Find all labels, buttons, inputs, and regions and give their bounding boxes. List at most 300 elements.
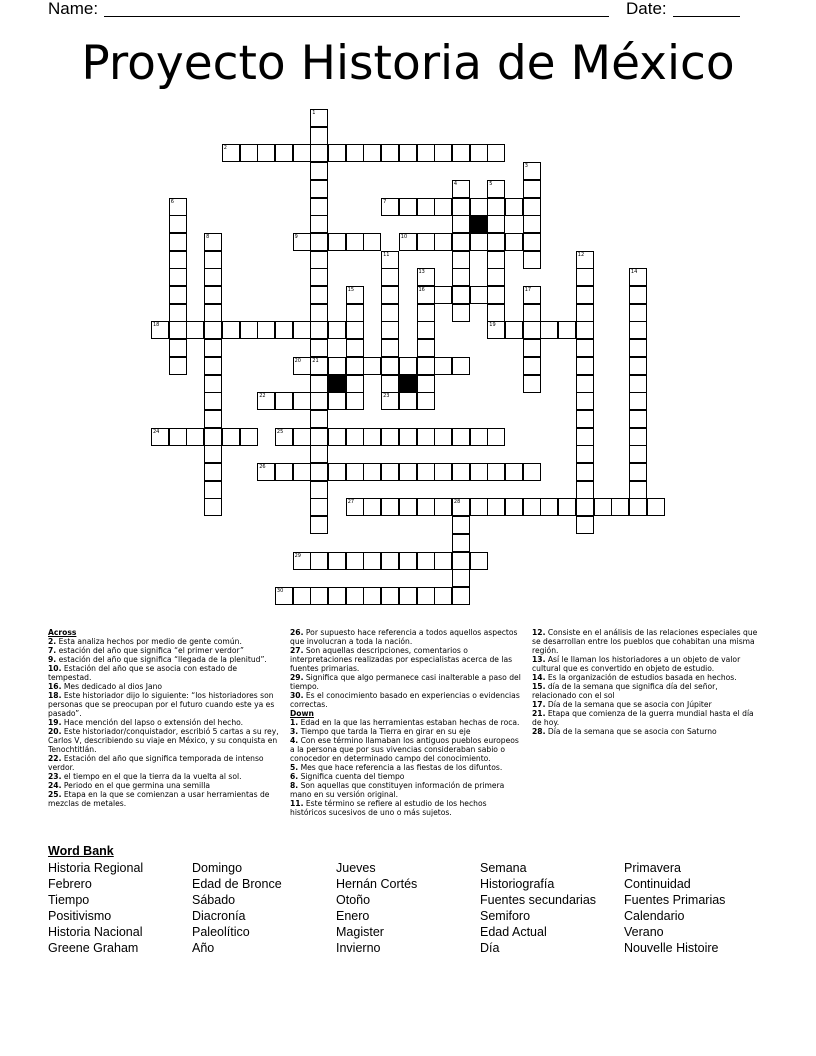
grid-cell[interactable] [381,198,399,216]
clue-item [532,700,764,709]
clue-number: 25. [48,790,62,799]
grid-cell[interactable] [169,304,187,322]
grid-cell[interactable] [576,339,594,357]
grid-cell[interactable] [523,339,541,357]
grid-cell[interactable] [328,587,346,605]
grid-cell[interactable] [363,357,381,375]
grid-cell[interactable] [204,392,222,410]
grid-cell[interactable] [452,357,470,375]
grid-cell[interactable] [576,410,594,428]
grid-cell[interactable] [310,251,328,269]
grid-cell[interactable] [293,321,311,339]
grid-cell[interactable] [310,445,328,463]
grid-cell[interactable] [417,304,435,322]
grid-cell[interactable] [505,233,523,251]
clue-text: Significa que algo permanece casi inalterable a paso del tiempo. [290,673,521,691]
grid-cell[interactable] [381,498,399,516]
grid-cell[interactable] [310,516,328,534]
grid-cell[interactable] [576,357,594,375]
grid-cell[interactable] [204,251,222,269]
clue-text: Estación del año que se asocia con estado de tempestad. [48,664,237,682]
grid-cell[interactable] [293,428,311,446]
black-square [328,375,346,393]
grid-cell[interactable] [576,516,594,534]
grid-cell[interactable] [381,286,399,304]
grid-cell[interactable] [363,233,381,251]
grid-cell[interactable] [310,304,328,322]
clue-item [290,736,522,763]
grid-cell[interactable] [151,428,169,446]
grid-cell[interactable] [417,286,435,304]
grid-cell[interactable] [576,304,594,322]
grid-cell[interactable] [576,268,594,286]
clue-text: día de la semana que significa día del señor, relacionado con el sol [532,682,718,700]
clue-number: 24 [153,428,160,435]
clues-column-3 [532,628,764,736]
grid-cell[interactable] [169,251,187,269]
grid-cell[interactable] [417,233,435,251]
grid-cell[interactable] [186,428,204,446]
grid-cell[interactable] [540,498,558,516]
grid-cell[interactable] [470,198,488,216]
clue-item [48,781,280,790]
grid-cell[interactable] [328,321,346,339]
grid-cell[interactable] [470,463,488,481]
grid-cell[interactable] [505,498,523,516]
grid-cell[interactable] [523,498,541,516]
grid-cell[interactable] [487,428,505,446]
grid-cell[interactable] [417,552,435,570]
grid-cell[interactable] [328,552,346,570]
grid-cell[interactable] [328,144,346,162]
grid-cell[interactable] [629,428,647,446]
clue-number: 18. [48,691,62,700]
grid-cell[interactable] [434,286,452,304]
grid-cell[interactable] [310,180,328,198]
grid-cell[interactable] [328,463,346,481]
grid-cell[interactable] [417,144,435,162]
grid-cell[interactable] [417,428,435,446]
grid-cell[interactable] [381,251,399,269]
grid-cell[interactable] [346,392,364,410]
grid-cell[interactable] [328,428,346,446]
grid-cell[interactable] [487,463,505,481]
grid-cell[interactable] [363,428,381,446]
grid-cell[interactable] [452,534,470,552]
clue-text: Significa cuenta del tiempo [298,772,405,781]
grid-cell[interactable] [399,392,417,410]
word-bank-item: Historia Regional [48,861,144,875]
clue-number: 11 [383,251,390,258]
grid-cell[interactable] [346,233,364,251]
grid-cell[interactable] [310,552,328,570]
grid-cell[interactable] [310,215,328,233]
grid-cell[interactable] [487,251,505,269]
grid-cell[interactable] [399,198,417,216]
grid-cell[interactable] [594,498,612,516]
grid-cell[interactable] [346,463,364,481]
clue-number: 19 [489,322,496,329]
grid-cell[interactable] [346,587,364,605]
grid-cell[interactable] [204,339,222,357]
grid-cell[interactable] [381,428,399,446]
grid-cell[interactable] [576,392,594,410]
grid-cell[interactable] [452,428,470,446]
grid-cell[interactable] [434,552,452,570]
grid-cell[interactable] [434,498,452,516]
grid-cell[interactable] [346,304,364,322]
grid-cell[interactable] [629,375,647,393]
grid-cell[interactable] [523,286,541,304]
grid-cell[interactable] [310,587,328,605]
grid-cell[interactable] [204,498,222,516]
grid-cell[interactable] [629,498,647,516]
grid-cell[interactable] [629,286,647,304]
grid-cell[interactable] [257,463,275,481]
grid-cell[interactable] [363,552,381,570]
grid-cell[interactable] [363,587,381,605]
grid-cell[interactable] [399,463,417,481]
grid-cell[interactable] [576,445,594,463]
clue-text: Este historiador/conquistador, escribió 5 cartas a su rey, Carlos V, describiendo su viaje en México, y su conquista en Tenochtitlán. [48,727,279,754]
grid-cell[interactable] [629,445,647,463]
grid-cell[interactable] [381,304,399,322]
grid-cell[interactable] [346,321,364,339]
grid-cell[interactable] [629,481,647,499]
grid-cell[interactable] [434,144,452,162]
grid-cell[interactable] [275,463,293,481]
grid-cell[interactable] [452,304,470,322]
grid-cell[interactable] [186,321,204,339]
grid-cell[interactable] [204,445,222,463]
grid-cell[interactable] [629,339,647,357]
grid-cell[interactable] [169,321,187,339]
grid-cell[interactable] [257,392,275,410]
grid-cell[interactable] [417,268,435,286]
clue-item [290,781,522,799]
grid-cell[interactable] [381,268,399,286]
name-field[interactable] [104,16,609,17]
grid-cell[interactable] [346,552,364,570]
grid-cell[interactable] [310,481,328,499]
grid-cell[interactable] [328,392,346,410]
grid-cell[interactable] [452,144,470,162]
grid-cell[interactable] [399,144,417,162]
clue-item [290,673,522,691]
grid-cell[interactable] [310,109,328,127]
grid-cell[interactable] [629,410,647,428]
grid-cell[interactable] [169,215,187,233]
grid-cell[interactable] [470,286,488,304]
grid-cell[interactable] [576,375,594,393]
grid-cell[interactable] [204,428,222,446]
grid-cell[interactable] [417,357,435,375]
grid-cell[interactable] [204,321,222,339]
grid-cell[interactable] [576,286,594,304]
grid-cell[interactable] [293,463,311,481]
grid-cell[interactable] [452,552,470,570]
grid-cell[interactable] [629,357,647,375]
grid-cell[interactable] [470,144,488,162]
grid-cell[interactable] [310,233,328,251]
clue-number: 17. [532,700,546,709]
grid-cell[interactable] [257,144,275,162]
grid-cell[interactable] [328,357,346,375]
clue-item [48,691,280,718]
grid-cell[interactable] [487,321,505,339]
grid-cell[interactable] [647,498,665,516]
word-bank-item: Jueves [336,861,376,875]
grid-cell[interactable] [346,144,364,162]
grid-cell[interactable] [310,127,328,145]
grid-cell[interactable] [381,144,399,162]
grid-cell[interactable] [487,198,505,216]
grid-cell[interactable] [452,587,470,605]
grid-cell[interactable] [487,144,505,162]
grid-cell[interactable] [523,304,541,322]
grid-cell[interactable] [434,233,452,251]
grid-cell[interactable] [293,233,311,251]
grid-cell[interactable] [204,268,222,286]
grid-cell[interactable] [257,321,275,339]
grid-cell[interactable] [523,251,541,269]
grid-cell[interactable] [293,587,311,605]
grid-cell[interactable] [452,233,470,251]
grid-cell[interactable] [558,321,576,339]
grid-cell[interactable] [310,498,328,516]
grid-cell[interactable] [434,198,452,216]
clue-number: 26. [290,628,304,637]
grid-cell[interactable] [417,321,435,339]
grid-cell[interactable] [293,144,311,162]
grid-cell[interactable] [222,144,240,162]
grid-cell[interactable] [222,321,240,339]
grid-cell[interactable] [523,180,541,198]
grid-cell[interactable] [434,463,452,481]
grid-cell[interactable] [487,233,505,251]
grid-cell[interactable] [417,498,435,516]
grid-cell[interactable] [523,162,541,180]
grid-cell[interactable] [328,233,346,251]
grid-cell[interactable] [346,428,364,446]
grid-cell[interactable] [452,498,470,516]
grid-cell[interactable] [310,339,328,357]
grid-cell[interactable] [346,286,364,304]
word-bank-item: Nouvelle Histoire [624,941,719,955]
grid-cell[interactable] [523,375,541,393]
grid-cell[interactable] [310,410,328,428]
grid-cell[interactable] [310,463,328,481]
word-bank-item: Historia Nacional [48,925,143,939]
grid-cell[interactable] [204,481,222,499]
grid-cell[interactable] [629,268,647,286]
grid-cell[interactable] [576,251,594,269]
clue-number: 2. [48,637,57,646]
grid-cell[interactable] [452,251,470,269]
grid-cell[interactable] [399,428,417,446]
grid-cell[interactable] [310,286,328,304]
grid-cell[interactable] [363,463,381,481]
clue-item [290,718,522,727]
grid-cell[interactable] [523,215,541,233]
grid-cell[interactable] [452,569,470,587]
grid-cell[interactable] [381,375,399,393]
grid-cell[interactable] [417,392,435,410]
grid-cell[interactable] [470,552,488,570]
grid-cell[interactable] [523,357,541,375]
grid-cell[interactable] [417,463,435,481]
grid-cell[interactable] [523,321,541,339]
grid-cell[interactable] [576,498,594,516]
grid-cell[interactable] [487,268,505,286]
grid-cell[interactable] [169,428,187,446]
grid-cell[interactable] [540,321,558,339]
grid-cell[interactable] [399,498,417,516]
grid-cell[interactable] [204,357,222,375]
grid-cell[interactable] [240,321,258,339]
grid-cell[interactable] [310,392,328,410]
grid-cell[interactable] [452,463,470,481]
grid-cell[interactable] [381,339,399,357]
grid-cell[interactable] [240,144,258,162]
grid-cell[interactable] [293,552,311,570]
grid-cell[interactable] [310,428,328,446]
grid-cell[interactable] [310,321,328,339]
grid-cell[interactable] [204,463,222,481]
grid-cell[interactable] [452,268,470,286]
grid-cell[interactable] [381,552,399,570]
word-bank-item: Tiempo [48,893,90,907]
grid-cell[interactable] [346,498,364,516]
header [48,0,768,20]
grid-cell[interactable] [310,198,328,216]
grid-cell[interactable] [558,498,576,516]
grid-cell[interactable] [169,268,187,286]
grid-cell[interactable] [487,180,505,198]
grid-cell[interactable] [576,463,594,481]
clue-number: 8 [206,233,210,240]
grid-cell[interactable] [222,428,240,446]
grid-cell[interactable] [629,304,647,322]
grid-cell[interactable] [346,357,364,375]
grid-cell[interactable] [169,357,187,375]
grid-cell[interactable] [363,498,381,516]
clue-number: 3. [290,727,299,736]
grid-cell[interactable] [487,498,505,516]
grid-cell[interactable] [240,428,258,446]
down-heading: Down [290,709,314,718]
grid-cell[interactable] [399,587,417,605]
grid-cell[interactable] [310,162,328,180]
grid-cell[interactable] [523,463,541,481]
grid-cell[interactable] [169,339,187,357]
grid-cell[interactable] [452,516,470,534]
grid-cell[interactable] [204,286,222,304]
grid-cell[interactable] [310,375,328,393]
grid-cell[interactable] [487,304,505,322]
grid-cell[interactable] [399,552,417,570]
grid-cell[interactable] [275,428,293,446]
grid-cell[interactable] [417,587,435,605]
grid-cell[interactable] [275,587,293,605]
grid-cell[interactable] [576,428,594,446]
grid-cell[interactable] [310,144,328,162]
grid-cell[interactable] [310,268,328,286]
grid-cell[interactable] [417,375,435,393]
grid-cell[interactable] [452,198,470,216]
grid-cell[interactable] [629,392,647,410]
grid-cell[interactable] [275,144,293,162]
grid-cell[interactable] [576,321,594,339]
grid-cell[interactable] [523,198,541,216]
clue-text: Día de la semana que se asocia con Saturno [545,727,717,736]
grid-cell[interactable] [434,587,452,605]
grid-cell[interactable] [346,375,364,393]
grid-cell[interactable] [151,321,169,339]
grid-cell[interactable] [399,233,417,251]
grid-cell[interactable] [417,198,435,216]
grid-cell[interactable] [310,357,328,375]
grid-cell[interactable] [487,286,505,304]
grid-cell[interactable] [381,321,399,339]
grid-cell[interactable] [204,375,222,393]
clue-number: 6 [170,198,174,205]
grid-cell[interactable] [452,180,470,198]
grid-cell[interactable] [505,198,523,216]
grid-cell[interactable] [363,144,381,162]
clue-number: 16. [48,682,62,691]
grid-cell[interactable] [275,392,293,410]
grid-cell[interactable] [505,463,523,481]
grid-cell[interactable] [381,392,399,410]
grid-cell[interactable] [381,463,399,481]
grid-cell[interactable] [470,498,488,516]
grid-cell[interactable] [275,321,293,339]
grid-cell[interactable] [204,304,222,322]
grid-cell[interactable] [399,357,417,375]
grid-cell[interactable] [434,428,452,446]
clue-item [532,628,764,655]
clue-number: 12. [532,628,546,637]
grid-cell[interactable] [487,215,505,233]
grid-cell[interactable] [434,357,452,375]
clue-number: 1 [312,110,316,116]
grid-cell[interactable] [470,428,488,446]
grid-cell[interactable] [452,286,470,304]
date-field[interactable] [673,16,740,17]
grid-cell[interactable] [629,321,647,339]
grid-cell[interactable] [381,587,399,605]
grid-cell[interactable] [505,321,523,339]
grid-cell[interactable] [381,357,399,375]
grid-cell[interactable] [523,233,541,251]
grid-cell[interactable] [629,463,647,481]
grid-cell[interactable] [169,286,187,304]
grid-cell[interactable] [169,198,187,216]
grid-cell[interactable] [293,357,311,375]
grid-cell[interactable] [470,233,488,251]
grid-cell[interactable] [576,481,594,499]
grid-cell[interactable] [346,339,364,357]
grid-cell[interactable] [611,498,629,516]
grid-cell[interactable] [417,339,435,357]
grid-cell[interactable] [204,233,222,251]
grid-cell[interactable] [293,392,311,410]
word-bank-item: Fuentes Primarias [624,893,726,907]
grid-cell[interactable] [169,233,187,251]
grid-cell[interactable] [452,215,470,233]
grid-cell[interactable] [204,410,222,428]
